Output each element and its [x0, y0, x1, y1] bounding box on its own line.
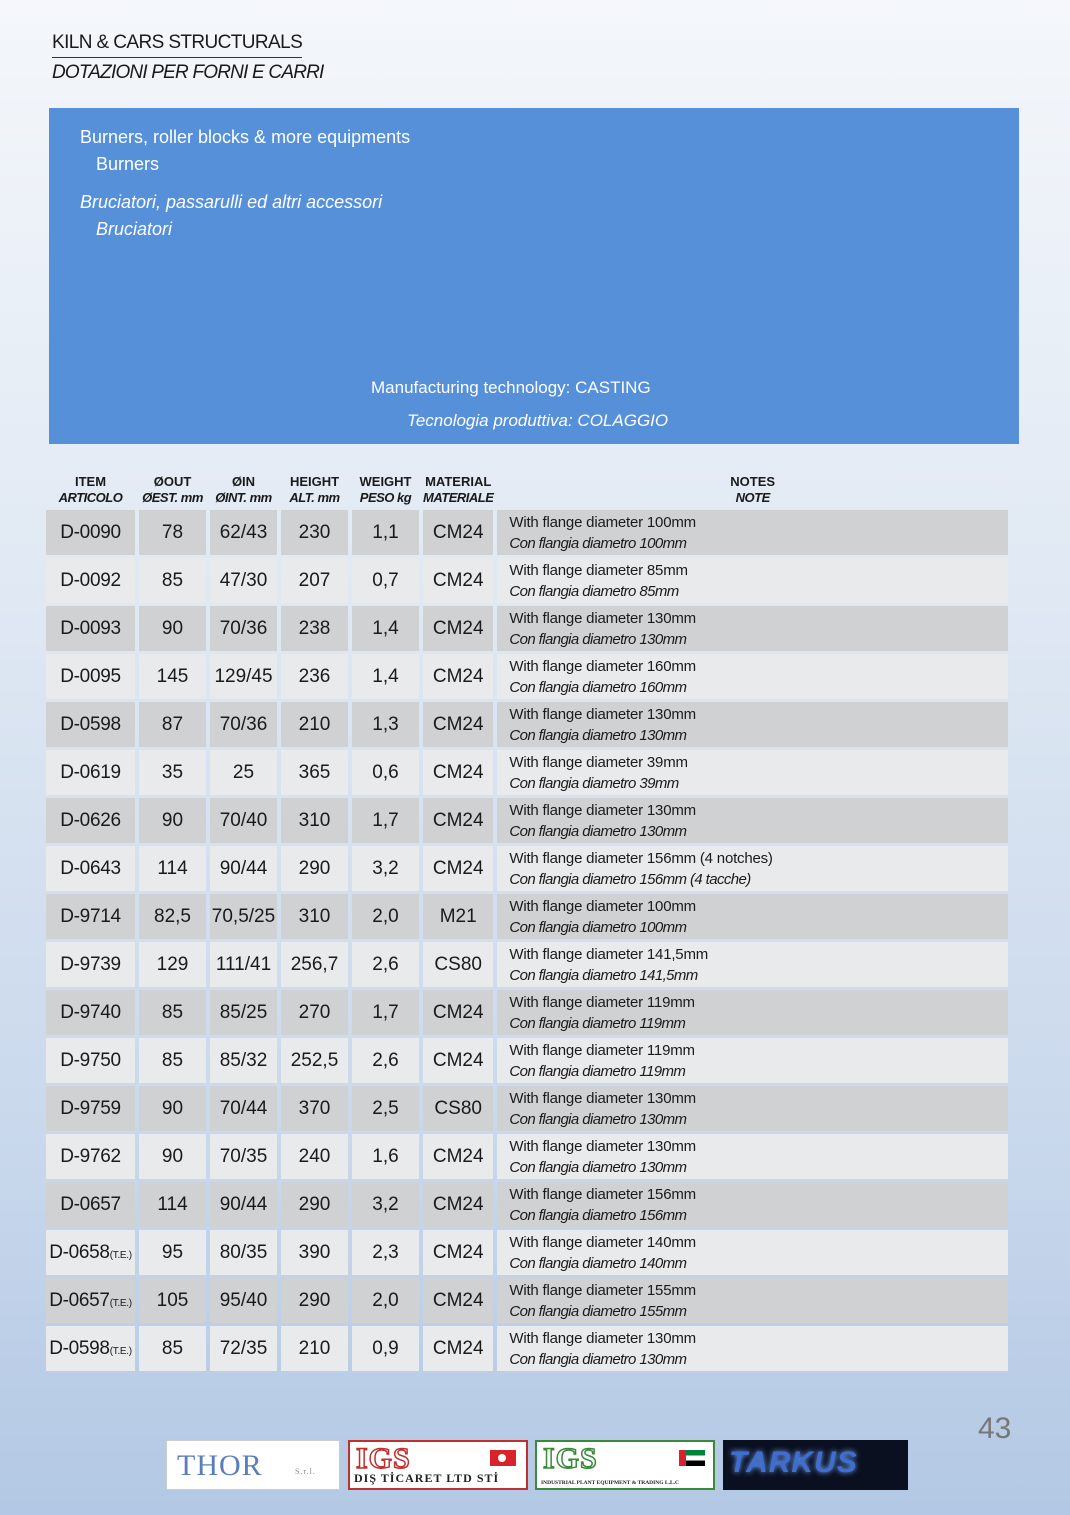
cell-in: 47/30 — [210, 558, 277, 603]
cell-item: D-0658(T.E.) — [46, 1230, 135, 1275]
cell-item: D-0657(T.E.) — [46, 1278, 135, 1323]
table-row — [46, 606, 1008, 651]
uae-flag-icon — [679, 1450, 705, 1466]
cell-notes: With flange diameter 141,5mm Con flangia diametro 141,5mm — [497, 942, 1008, 987]
cell-out: 85 — [139, 990, 206, 1035]
table-row — [46, 558, 1008, 603]
table-row — [46, 942, 1008, 987]
cell-in: 90/44 — [210, 1182, 277, 1227]
cell-material: CM24 — [423, 654, 493, 699]
cell-height: 290 — [281, 1278, 348, 1323]
cell-in: 62/43 — [210, 510, 277, 555]
cell-in: 111/41 — [210, 942, 277, 987]
cell-item: D-0619 — [46, 750, 135, 795]
cell-material: CM24 — [423, 990, 493, 1035]
cell-material: CM24 — [423, 1182, 493, 1227]
cell-height: 270 — [281, 990, 348, 1035]
cell-in: 85/25 — [210, 990, 277, 1035]
cell-material: CM24 — [423, 846, 493, 891]
cell-weight: 2,6 — [352, 942, 419, 987]
cell-height: 240 — [281, 1134, 348, 1179]
cell-weight: 2,0 — [352, 894, 419, 939]
cell-out: 114 — [139, 1182, 206, 1227]
cell-weight: 3,2 — [352, 1182, 419, 1227]
table-row — [46, 798, 1008, 843]
cell-out: 85 — [139, 1038, 206, 1083]
table-row — [46, 1038, 1008, 1083]
cell-height: 210 — [281, 1326, 348, 1371]
header-in: ØIN ØINT. mm — [215, 474, 272, 505]
cell-height: 290 — [281, 846, 348, 891]
table-row — [46, 1134, 1008, 1179]
cell-notes: With flange diameter 130mm Con flangia diametro 130mm — [497, 702, 1008, 747]
cell-weight: 0,7 — [352, 558, 419, 603]
page-number: 43 — [978, 1412, 1012, 1445]
cell-material: CM24 — [423, 1278, 493, 1323]
cell-item: D-9740 — [46, 990, 135, 1035]
cell-in: 70,5/25 — [210, 894, 277, 939]
cell-in: 70/36 — [210, 606, 277, 651]
cell-notes: With flange diameter 130mm Con flangia diametro 130mm — [497, 606, 1008, 651]
cell-weight: 1,4 — [352, 654, 419, 699]
cell-out: 82,5 — [139, 894, 206, 939]
cell-item: D-9750 — [46, 1038, 135, 1083]
cell-notes: With flange diameter 100mm Con flangia diametro 100mm — [497, 510, 1008, 555]
table-row — [46, 990, 1008, 1035]
cell-height: 370 — [281, 1086, 348, 1131]
cell-weight: 2,3 — [352, 1230, 419, 1275]
cell-out: 114 — [139, 846, 206, 891]
cell-weight: 3,2 — [352, 846, 419, 891]
cell-weight: 1,1 — [352, 510, 419, 555]
cell-weight: 2,0 — [352, 1278, 419, 1323]
cell-item: D-0643 — [46, 846, 135, 891]
cell-height: 290 — [281, 1182, 348, 1227]
cell-weight: 1,4 — [352, 606, 419, 651]
cell-material: CM24 — [423, 558, 493, 603]
cell-out: 35 — [139, 750, 206, 795]
category-it: Bruciatori, passarulli ed altri accessori — [80, 192, 383, 212]
cell-in: 25 — [210, 750, 277, 795]
cell-height: 236 — [281, 654, 348, 699]
cell-height: 238 — [281, 606, 348, 651]
cell-notes: With flange diameter 119mm Con flangia diametro 119mm — [497, 990, 1008, 1035]
cell-in: 90/44 — [210, 846, 277, 891]
cell-height: 310 — [281, 894, 348, 939]
cell-out: 90 — [139, 798, 206, 843]
cell-item: D-0657 — [46, 1182, 135, 1227]
cell-notes: With flange diameter 130mm Con flangia diametro 130mm — [497, 1086, 1008, 1131]
cell-out: 90 — [139, 1134, 206, 1179]
cell-height: 390 — [281, 1230, 348, 1275]
cell-item: D-0090 — [46, 510, 135, 555]
table-row — [46, 1230, 1008, 1275]
table-row — [46, 750, 1008, 795]
table-row — [46, 1278, 1008, 1323]
category-en: Burners, roller blocks & more equipments — [80, 127, 411, 147]
cell-material: CM24 — [423, 1038, 493, 1083]
cell-notes: With flange diameter 39mm Con flangia diametro 39mm — [497, 750, 1008, 795]
cell-weight: 2,5 — [352, 1086, 419, 1131]
cell-weight: 1,6 — [352, 1134, 419, 1179]
cell-out: 90 — [139, 1086, 206, 1131]
igs-turkey-logo: IGS DIŞ TİCARET LTD STİ — [348, 1440, 528, 1490]
table-row — [46, 1086, 1008, 1131]
cell-height: 310 — [281, 798, 348, 843]
table-row — [46, 654, 1008, 699]
tech-en: Manufacturing technology: CASTING — [371, 378, 651, 397]
cell-in: 85/32 — [210, 1038, 277, 1083]
cell-height: 365 — [281, 750, 348, 795]
header-out: ØOUT ØEST. mm — [142, 474, 203, 505]
cell-in: 72/35 — [210, 1326, 277, 1371]
cell-out: 105 — [139, 1278, 206, 1323]
cell-height: 256,7 — [281, 942, 348, 987]
cell-out: 85 — [139, 558, 206, 603]
cell-out: 85 — [139, 1326, 206, 1371]
cell-notes: With flange diameter 156mm (4 notches) Con flangia diametro 156mm (4 tacche) — [497, 846, 1008, 891]
tech-it: Tecnologia produttiva: COLAGGIO — [407, 411, 669, 430]
cell-material: CM24 — [423, 1134, 493, 1179]
cell-item: D-0598 — [46, 702, 135, 747]
table-row — [46, 846, 1008, 891]
cell-notes: With flange diameter 85mm Con flangia diametro 85mm — [497, 558, 1008, 603]
cell-weight: 1,7 — [352, 990, 419, 1035]
table-row — [46, 702, 1008, 747]
cell-out: 90 — [139, 606, 206, 651]
cell-in: 95/40 — [210, 1278, 277, 1323]
cell-weight: 0,6 — [352, 750, 419, 795]
cell-notes: With flange diameter 130mm Con flangia diametro 130mm — [497, 798, 1008, 843]
cell-out: 87 — [139, 702, 206, 747]
table-row — [46, 894, 1008, 939]
section-title-it: DOTAZIONI PER FORNI E CARRI — [52, 62, 324, 83]
header-material: MATERIAL MATERIALE — [423, 474, 494, 505]
cell-notes: With flange diameter 130mm Con flangia diametro 130mm — [497, 1326, 1008, 1371]
cell-notes: With flange diameter 140mm Con flangia diametro 140mm — [497, 1230, 1008, 1275]
cell-weight: 0,9 — [352, 1326, 419, 1371]
cell-item: D-9762 — [46, 1134, 135, 1179]
cell-weight: 1,7 — [352, 798, 419, 843]
cell-notes: With flange diameter 130mm Con flangia diametro 130mm — [497, 1134, 1008, 1179]
cell-material: CM24 — [423, 1230, 493, 1275]
cell-out: 129 — [139, 942, 206, 987]
section-title-en: KILN & CARS STRUCTURALS — [52, 32, 302, 58]
table-header — [46, 473, 1008, 507]
table-row — [46, 1182, 1008, 1227]
cell-out: 78 — [139, 510, 206, 555]
cell-in: 70/35 — [210, 1134, 277, 1179]
cell-in: 70/36 — [210, 702, 277, 747]
header-weight: WEIGHT PESO kg — [359, 474, 412, 505]
cell-height: 252,5 — [281, 1038, 348, 1083]
cell-in: 70/40 — [210, 798, 277, 843]
category-banner — [49, 108, 1019, 444]
cell-weight: 2,6 — [352, 1038, 419, 1083]
cell-material: CM24 — [423, 510, 493, 555]
cell-item: D-9739 — [46, 942, 135, 987]
cell-item: D-0598(T.E.) — [46, 1326, 135, 1371]
tarkus-logo: TARKUS — [723, 1440, 908, 1490]
cell-notes: With flange diameter 155mm Con flangia diametro 155mm — [497, 1278, 1008, 1323]
header-item: ITEM ARTICOLO — [58, 474, 123, 505]
turkey-flag-icon — [490, 1450, 516, 1466]
table-row — [46, 1326, 1008, 1371]
cell-in: 129/45 — [210, 654, 277, 699]
cell-height: 230 — [281, 510, 348, 555]
cell-material: CS80 — [423, 942, 493, 987]
cell-in: 80/35 — [210, 1230, 277, 1275]
cell-height: 207 — [281, 558, 348, 603]
cell-weight: 1,3 — [352, 702, 419, 747]
cell-notes: With flange diameter 100mm Con flangia diametro 100mm — [497, 894, 1008, 939]
cell-item: D-9714 — [46, 894, 135, 939]
cell-item: D-0626 — [46, 798, 135, 843]
cell-item: D-0093 — [46, 606, 135, 651]
cell-item: D-0095 — [46, 654, 135, 699]
cell-height: 210 — [281, 702, 348, 747]
cell-material: CM24 — [423, 750, 493, 795]
cell-item: D-0092 — [46, 558, 135, 603]
header-notes: NOTES NOTE — [730, 474, 776, 505]
cell-item: D-9759 — [46, 1086, 135, 1131]
cell-material: CM24 — [423, 798, 493, 843]
subcategory-en: Burners — [96, 154, 160, 174]
cell-material: CM24 — [423, 606, 493, 651]
cell-out: 145 — [139, 654, 206, 699]
cell-notes: With flange diameter 119mm Con flangia diametro 119mm — [497, 1038, 1008, 1083]
cell-in: 70/44 — [210, 1086, 277, 1131]
cell-out: 95 — [139, 1230, 206, 1275]
cell-notes: With flange diameter 160mm Con flangia diametro 160mm — [497, 654, 1008, 699]
header-height: HEIGHT ALT. mm — [289, 474, 340, 505]
table-row — [46, 510, 1008, 555]
cell-material: M21 — [423, 894, 493, 939]
igs-uae-logo: IGS INDUSTRIAL PLANT EQUIPMENT & TRADING L.L.C — [535, 1440, 715, 1490]
cell-material: CM24 — [423, 1326, 493, 1371]
cell-material: CM24 — [423, 702, 493, 747]
thor-logo: THOR S.r.l. — [166, 1440, 340, 1490]
subcategory-it: Bruciatori — [96, 219, 173, 239]
cell-notes: With flange diameter 156mm Con flangia diametro 156mm — [497, 1182, 1008, 1227]
burners-table — [42, 470, 1012, 1374]
cell-material: CS80 — [423, 1086, 493, 1131]
